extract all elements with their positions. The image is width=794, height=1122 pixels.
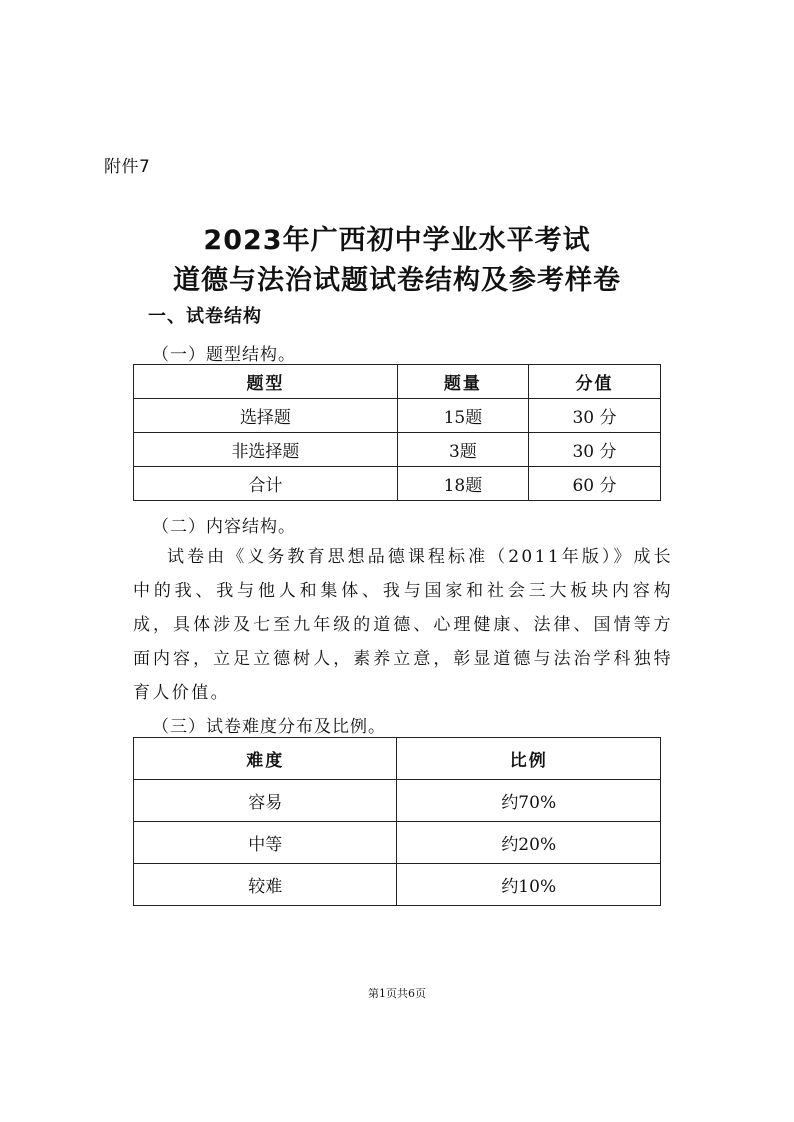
table-cell: 非选择题 [134,433,398,467]
page-footer: 第1页共6页 [368,987,426,1000]
document-title-line-2: 道德与法治试题试卷结构及参考样卷 [173,265,621,296]
table-cell: 约20% [397,822,661,864]
subheading-question-types: （一）题型结构。 [152,345,296,365]
table-cell: 30 分 [528,433,660,467]
header-cell: 比例 [397,738,661,780]
table-row [134,864,661,906]
subheading-difficulty-distribution: （三）试卷难度分布及比例。 [152,717,386,737]
header-cell: 题型 [134,365,398,399]
table-cell: 30 分 [528,399,660,433]
table-row [134,433,661,467]
table-header-row [134,365,661,399]
header-cell: 难度 [134,738,397,780]
question-type-table [133,364,661,501]
table-header-row [134,738,661,780]
table-cell: 约10% [397,864,661,906]
attachment-label: 附件7 [104,157,151,177]
table-row [134,780,661,822]
table-cell: 选择题 [134,399,398,433]
subheading-content-structure: （二）内容结构。 [152,517,296,537]
table-cell: 合计 [134,467,398,501]
table-cell: 18题 [397,467,528,501]
document-title-line-1: 2023年广西初中学业水平考试 [203,225,591,256]
content-structure-paragraph: 试卷由《义务教育思想品德课程标准（2011年版）》成长中的我、我与他人和集体、我与国家和社会三大板块内容构成，具体涉及七至九年级的道德、心理健康、法律、国情等方面内容，立足立德树人，素养立意，彰显道德与法治学科独特育人价值。 [133,547,673,703]
difficulty-table [133,737,661,906]
table-row [134,822,661,864]
table-row [134,467,661,501]
table-cell: 3题 [397,433,528,467]
header-cell: 题量 [397,365,528,399]
table-row [134,399,661,433]
section-heading-structure: 一、试卷结构 [148,306,262,327]
table-cell: 中等 [134,822,397,864]
table-cell: 60 分 [528,467,660,501]
table-cell: 约70% [397,780,661,822]
table-cell: 较难 [134,864,397,906]
table-cell: 容易 [134,780,397,822]
header-cell: 分值 [528,365,660,399]
table-cell: 15题 [397,399,528,433]
